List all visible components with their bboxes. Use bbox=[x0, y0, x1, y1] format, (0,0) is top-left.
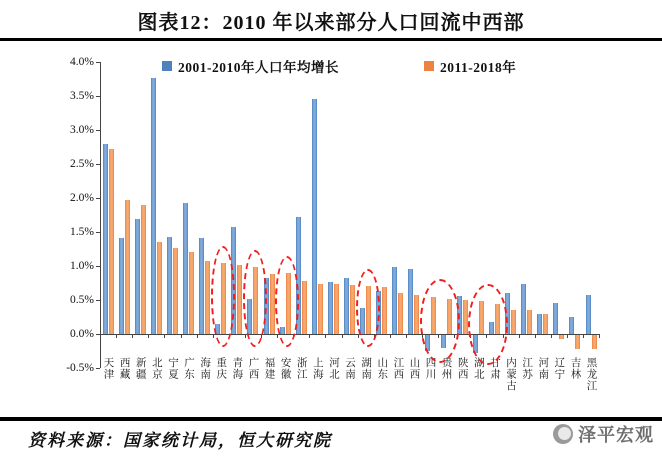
bar-广东-2001-2010年人口年均增长 bbox=[183, 203, 188, 334]
bar-黑龙江-2011-2018年 bbox=[592, 335, 597, 349]
bar-黑龙江-2001-2010年人口年均增长 bbox=[586, 295, 591, 334]
x-axis-label-青海: 青海 bbox=[231, 357, 243, 380]
x-axis-label-吉林: 吉林 bbox=[569, 357, 581, 380]
x-axis-label-江西: 江西 bbox=[392, 357, 404, 380]
x-axis-label-江苏: 江苏 bbox=[521, 357, 533, 380]
x-axis-label-天津: 天津 bbox=[102, 357, 114, 380]
x-axis-label-山东: 山东 bbox=[376, 357, 388, 380]
x-axis-tick bbox=[164, 334, 165, 338]
x-axis-tick bbox=[309, 334, 310, 338]
x-axis-label-陕西: 陕西 bbox=[456, 357, 468, 380]
y-axis-tick bbox=[96, 232, 100, 233]
bar-西藏-2001-2010年人口年均增长 bbox=[119, 238, 124, 334]
x-axis-tick bbox=[213, 334, 214, 338]
x-axis-tick bbox=[567, 334, 568, 338]
bar-江苏-2001-2010年人口年均增长 bbox=[521, 284, 526, 334]
x-axis-label-甘肃: 甘肃 bbox=[488, 357, 500, 380]
x-axis-tick bbox=[390, 334, 391, 338]
bar-北京-2011-2018年 bbox=[157, 242, 162, 334]
bar-吉林-2011-2018年 bbox=[575, 335, 580, 349]
highlight-ellipse-广西 bbox=[243, 250, 267, 347]
x-axis-label-黑龙江: 黑龙江 bbox=[585, 357, 597, 392]
bar-云南-2011-2018年 bbox=[350, 285, 355, 334]
x-axis-label-广西: 广西 bbox=[247, 357, 259, 380]
highlight-ellipse-湖北-甘肃 bbox=[468, 284, 508, 366]
x-axis-label-贵州: 贵州 bbox=[440, 357, 452, 380]
y-axis-tick-label: 3.5% bbox=[70, 90, 94, 102]
x-axis-label-福建: 福建 bbox=[263, 357, 275, 380]
x-axis-label-云南: 云南 bbox=[344, 357, 356, 380]
bar-天津-2011-2018年 bbox=[109, 149, 114, 334]
bar-上海-2011-2018年 bbox=[318, 284, 323, 334]
bar-天津-2001-2010年人口年均增长 bbox=[103, 144, 108, 334]
legend-label-2001-2010: 2001-2010年人口年均增长 bbox=[178, 60, 339, 75]
bar-江西-2011-2018年 bbox=[398, 293, 403, 334]
bar-河南-2011-2018年 bbox=[543, 314, 548, 334]
x-axis-label-新疆: 新疆 bbox=[134, 357, 146, 380]
y-axis-tick bbox=[96, 62, 100, 63]
x-axis-label-上海: 上海 bbox=[311, 357, 323, 380]
highlight-ellipse-重庆 bbox=[211, 246, 235, 347]
bar-新疆-2011-2018年 bbox=[141, 205, 146, 334]
bar-江西-2001-2010年人口年均增长 bbox=[392, 267, 397, 334]
highlight-ellipse-安徽 bbox=[275, 256, 299, 347]
x-axis-label-湖南: 湖南 bbox=[360, 357, 372, 380]
y-axis-tick-label: 0.5% bbox=[70, 294, 94, 306]
bar-云南-2001-2010年人口年均增长 bbox=[344, 278, 349, 334]
x-axis-label-辽宁: 辽宁 bbox=[553, 357, 565, 380]
x-axis-label-山西: 山西 bbox=[408, 357, 420, 380]
y-axis-tick bbox=[96, 130, 100, 131]
bar-河北-2011-2018年 bbox=[334, 284, 339, 334]
bar-北京-2001-2010年人口年均增长 bbox=[151, 78, 156, 334]
x-axis-baseline bbox=[100, 334, 599, 335]
x-axis-tick bbox=[245, 334, 246, 338]
y-axis-tick-label: -0.5% bbox=[66, 362, 94, 374]
bar-山西-2011-2018年 bbox=[414, 295, 419, 334]
bar-广东-2011-2018年 bbox=[189, 252, 194, 334]
x-axis-label-浙江: 浙江 bbox=[295, 357, 307, 380]
bar-河南-2001-2010年人口年均增长 bbox=[537, 314, 542, 334]
bar-内蒙古-2011-2018年 bbox=[511, 310, 516, 334]
bar-新疆-2001-2010年人口年均增长 bbox=[135, 219, 140, 334]
bar-上海-2001-2010年人口年均增长 bbox=[312, 99, 317, 334]
bar-海南-2011-2018年 bbox=[205, 261, 210, 334]
x-axis-tick bbox=[551, 334, 552, 338]
x-axis-tick bbox=[197, 334, 198, 338]
bar-辽宁-2001-2010年人口年均增长 bbox=[553, 303, 558, 334]
y-axis-tick-label: 1.0% bbox=[70, 260, 94, 272]
y-axis-tick bbox=[96, 198, 100, 199]
highlight-ellipse-四川-贵州 bbox=[420, 279, 460, 363]
x-axis-tick bbox=[583, 334, 584, 338]
y-axis-tick bbox=[96, 266, 100, 267]
y-axis-tick-label: 2.0% bbox=[70, 192, 94, 204]
bar-陕西-2011-2018年 bbox=[463, 300, 468, 334]
x-axis-tick bbox=[325, 334, 326, 338]
source-note: 资料来源：国家统计局，恒大研究院 bbox=[28, 431, 332, 450]
x-axis-tick bbox=[342, 334, 343, 338]
highlight-ellipse-湖南 bbox=[356, 269, 380, 347]
bar-山东-2011-2018年 bbox=[382, 287, 387, 334]
y-axis-line bbox=[100, 62, 101, 368]
y-axis-tick-label: 1.5% bbox=[70, 226, 94, 238]
bar-河北-2001-2010年人口年均增长 bbox=[328, 282, 333, 334]
y-axis-tick-label: 0.0% bbox=[70, 328, 94, 340]
x-axis-tick bbox=[116, 334, 117, 338]
x-axis-tick bbox=[519, 334, 520, 338]
x-axis-tick bbox=[181, 334, 182, 338]
x-axis-label-宁夏: 宁夏 bbox=[166, 357, 178, 380]
x-axis-label-安徽: 安徽 bbox=[279, 357, 291, 380]
y-axis-tick bbox=[96, 164, 100, 165]
bar-海南-2001-2010年人口年均增长 bbox=[199, 238, 204, 334]
watermark-label: 泽平宏观 bbox=[578, 425, 654, 445]
bar-江苏-2011-2018年 bbox=[527, 310, 532, 334]
y-axis-tick-label: 2.5% bbox=[70, 158, 94, 170]
y-axis-tick-label: 3.0% bbox=[70, 124, 94, 136]
x-axis-tick bbox=[535, 334, 536, 338]
y-axis-tick bbox=[96, 300, 100, 301]
bar-宁夏-2001-2010年人口年均增长 bbox=[167, 237, 172, 334]
y-axis-tick bbox=[96, 368, 100, 369]
x-axis-label-河北: 河北 bbox=[327, 357, 339, 380]
x-axis-label-四川: 四川 bbox=[424, 357, 436, 380]
x-axis-tick bbox=[599, 334, 600, 338]
y-axis-tick-label: 4.0% bbox=[70, 56, 94, 68]
zeping-macro-logo-icon bbox=[553, 424, 573, 444]
x-axis-label-重庆: 重庆 bbox=[215, 357, 227, 380]
bar-吉林-2001-2010年人口年均增长 bbox=[569, 317, 574, 334]
bar-西藏-2011-2018年 bbox=[125, 200, 130, 334]
x-axis-label-广东: 广东 bbox=[183, 357, 195, 380]
x-axis-tick bbox=[406, 334, 407, 338]
x-axis-label-河南: 河南 bbox=[537, 357, 549, 380]
x-axis-tick bbox=[148, 334, 149, 338]
y-axis-tick bbox=[96, 96, 100, 97]
x-axis-label-湖北: 湖北 bbox=[472, 357, 484, 380]
x-axis-label-内蒙古: 内蒙古 bbox=[505, 357, 517, 392]
bar-山西-2001-2010年人口年均增长 bbox=[408, 269, 413, 334]
publisher-watermark bbox=[553, 421, 654, 447]
x-axis-label-北京: 北京 bbox=[150, 357, 162, 380]
chart-title: 图表12：2010 年以来部分人口回流中西部 bbox=[137, 12, 525, 34]
legend-label-2011-2018: 2011-2018年 bbox=[440, 60, 517, 75]
bar-青海-2011-2018年 bbox=[237, 265, 242, 334]
bar-宁夏-2011-2018年 bbox=[173, 248, 178, 334]
bar-浙江-2011-2018年 bbox=[302, 281, 307, 334]
bar-福建-2011-2018年 bbox=[270, 274, 275, 334]
bar-辽宁-2011-2018年 bbox=[559, 335, 564, 339]
x-axis-label-海南: 海南 bbox=[199, 357, 211, 380]
x-axis-label-西藏: 西藏 bbox=[118, 357, 130, 380]
x-axis-tick bbox=[132, 334, 133, 338]
